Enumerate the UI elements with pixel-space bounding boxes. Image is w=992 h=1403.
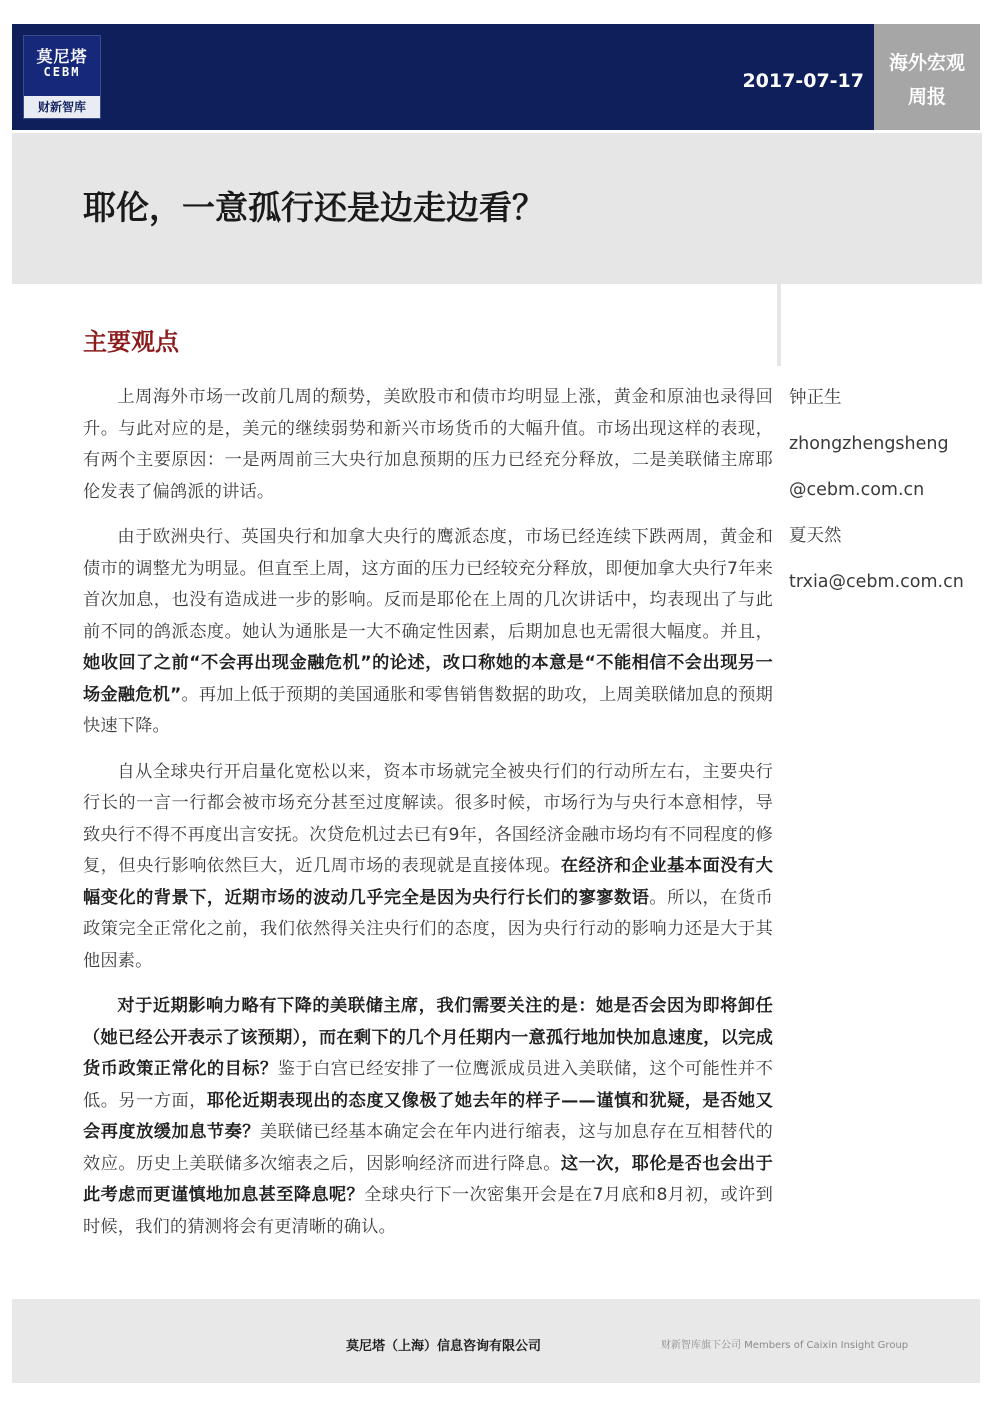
header-bar <box>12 24 874 130</box>
author-email: trxia@cebm.com.cn <box>789 572 964 592</box>
body-text: 上周海外市场一改前几周的颓势，美欧股市和债市均明显上涨，黄金和原油也录得回升。与此对应的是，美元的继续弱势和新兴市场货币的大幅升值。市场出现这样的表现，有两个主要原因：一是两周前三大央行加息预期的压力已经充分释放，二是美联储主席耶伦发表了偏鸽派的讲话。 <box>83 387 773 502</box>
body-paragraph <box>83 522 773 743</box>
author-name: 夏天然 <box>789 526 842 546</box>
report-date: 2017-07-17 <box>742 70 864 92</box>
footer-note: 财新智库旗下公司 Members of Caixin Insight Group <box>661 1340 909 1351</box>
footer-company: 莫尼塔（上海）信息咨询有限公司 <box>346 1339 542 1354</box>
body-text: 自从全球央行开启量化宽松以来，资本市场就完全被央行们的行动所左右，主要央行行长的一言一行都会被市场充分甚至过度解读。很多时候，市场行为与央行本意相悖，导致央行不得不再度出言安抚。次贷危机过去已有9年，各国经济金融市场均有不同程度的修复，但央行影响依然巨大，近几周市场的表现就是直接体现。 <box>83 761 773 876</box>
section-title: 主要观点 <box>83 328 179 356</box>
author-email-domain: @cebm.com.cn <box>789 480 925 500</box>
author-list <box>789 382 984 612</box>
author-name: 钟正生 <box>789 388 842 408</box>
main-body <box>83 382 773 1257</box>
report-type-badge <box>874 24 980 130</box>
logo-en-text: CEBM <box>43 65 81 79</box>
cebm-logo <box>23 35 101 119</box>
logo-sub-text: 财新智库 <box>24 96 100 118</box>
author-email-user: zhongzhengsheng <box>789 434 949 454</box>
body-text: 鉴于白宫已经安排了一位鹰派成员进入美联储，这个可能性并不低。另一方面， <box>83 1059 773 1111</box>
emphasis-text: 她收回了之前“不会再出现金融危机”的论述，改口称她的本意是“不能相信不会出现另一场金融危机” <box>83 653 773 705</box>
body-text: 美联储已经基本确定会在年内进行缩表，这与加息存在互相替代的效应。历史上美联储多次缩表之后，因影响经济而进行降息。 <box>83 1122 773 1174</box>
body-paragraph <box>83 382 773 508</box>
column-divider <box>777 284 781 366</box>
emphasis-text: 对于近期影响力略有下降的美联储主席，我们需要关注的是：她是否会因为即将卸任（她已经公开表示了该预期），而在剩下的几个月任期内一意孤行地加快加息速度，以完成货币政策正常化的目标？ <box>83 996 773 1079</box>
report-type-line2: 周报 <box>907 86 946 108</box>
emphasis-text: 在经济和企业基本面没有大幅变化的背景下，近期市场的波动几乎完全是因为央行行长们的寥寥数语 <box>83 856 773 908</box>
body-paragraph <box>83 991 773 1243</box>
logo-cn-text: 莫尼塔 <box>36 47 88 66</box>
body-text: 。再加上低于预期的美国通胀和零售销售数据的助攻，上周美联储加息的预期快速下降。 <box>83 684 773 736</box>
body-text: 。所以，在货币政策完全正常化之前，我们依然得关注央行们的态度，因为央行行动的影响力还是大于其他因素。 <box>83 887 773 971</box>
body-paragraph <box>83 757 773 978</box>
body-text: 由于欧洲央行、英国央行和加拿大央行的鹰派态度，市场已经连续下跌两周，黄金和债市的调整尤为明显。但直至上周，这方面的压力已经较充分释放，即便加拿大央行7年来首次加息，也没有造成进一步的影响。反而是耶伦在上周的几次讲话中，均表现出了与此前不同的鸽派态度。她认为通胀是一大不确定性因素，后期加息也无需很大幅度。并且， <box>83 527 773 642</box>
report-type-line1: 海外宏观 <box>888 52 965 74</box>
title-band <box>12 130 982 284</box>
footer <box>12 1299 980 1383</box>
page-title: 耶伦，一意孤行还是边走边看？ <box>83 188 545 227</box>
emphasis-text: 这一次，耶伦是否也会出于此考虑而更谨慎地加息甚至降息呢？ <box>83 1153 773 1205</box>
emphasis-text: 耶伦近期表现出的态度又像极了她去年的样子——谨慎和犹疑，是否她又会再度放缓加息节奏？ <box>83 1090 773 1142</box>
body-text: 全球央行下一次密集开会是在7月底和8月初，或许到时候，我们的猜测将会有更清晰的确认。 <box>83 1185 773 1237</box>
